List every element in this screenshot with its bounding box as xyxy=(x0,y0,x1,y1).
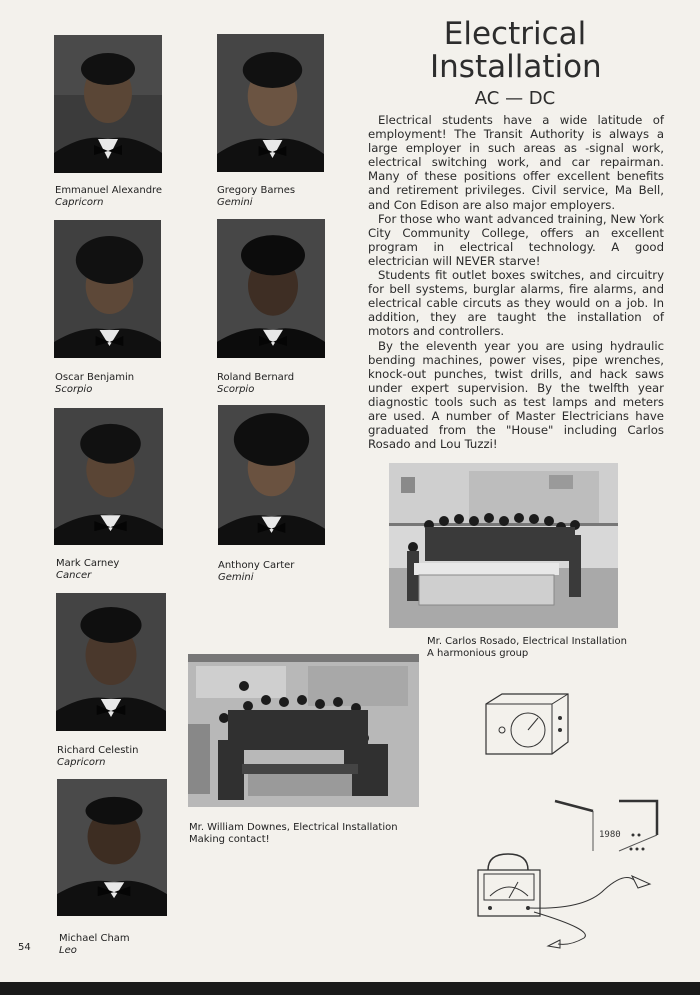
group-photo-downes-class xyxy=(188,654,419,807)
caption-emmanuel-alexandre: Emmanuel Alexandre Capricorn xyxy=(55,185,163,208)
paragraph: By the eleventh year you are using hydraulic bending machines, power vises, pipe wrenches, knock-out punches, twist drills, and hack saws under expert supervision. By the twelfth year diagnostic tools such as test lamps and meters are used. A number of Master Electricians have graduated from the "House" including Carlos Rosado and Lou Tuzzi! xyxy=(368,338,664,452)
caption-oscar-benjamin: Oscar Benjamin Scorpio xyxy=(55,372,135,395)
portrait-richard-celestin xyxy=(56,593,166,731)
caption-gregory-barnes: Gregory Barnes Gemini xyxy=(217,185,296,208)
portrait-mark-carney xyxy=(54,408,163,545)
portrait-anthony-carter xyxy=(218,405,325,545)
caption-michael-cham: Michael Cham Leo xyxy=(59,933,130,956)
portrait-gregory-barnes xyxy=(217,34,324,172)
caption-roland-bernard: Roland Bernard Scorpio xyxy=(217,372,295,395)
page-title: Electrical Installation xyxy=(430,16,602,85)
meter-display: 1980 xyxy=(599,830,621,840)
portrait-michael-cham xyxy=(57,779,167,916)
paragraph: Electrical students have a wide latitude of employment! The Transit Authority is always a large employer in such areas as -signal work, electrical switching work, and car repairman. Many of these positions offer excellent benefits and retirement privileges. Civil service, Ma Bell, and Con Edison are also major employers. xyxy=(368,113,664,212)
caption-mark-carney: Mark Carney Cancer xyxy=(56,558,120,581)
galvanometer-drawing xyxy=(482,690,572,758)
paragraph: Students fit outlet boxes switches, and circuitry for bell systems, burglar alarms, fire alarms, and electrical cable circuts as they would on a job. In addition, they are taught the installation of motors and controllers. xyxy=(368,268,664,339)
portrait-roland-bernard xyxy=(217,219,325,358)
group-photo-rosado-class xyxy=(389,463,618,628)
page-subtitle: AC — DC xyxy=(474,88,556,109)
article-body xyxy=(368,113,664,451)
group-caption-rosado: Mr. Carlos Rosado, Electrical Installation A harmonious group xyxy=(427,636,627,659)
portrait-oscar-benjamin xyxy=(54,220,161,358)
portrait-emmanuel-alexandre xyxy=(54,35,162,173)
bottom-border xyxy=(0,982,700,995)
caption-richard-celestin: Richard Celestin Capricorn xyxy=(57,745,139,768)
group-caption-downes: Mr. William Downes, Electrical Installation Making contact! xyxy=(189,822,398,845)
page-number: 54 xyxy=(18,942,31,953)
multimeter-drawing xyxy=(474,850,664,950)
caption-anthony-carter: Anthony Carter Gemini xyxy=(218,560,295,583)
paragraph: For those who want advanced training, New York City Community College, offers an excellent program in electrical technology. A good electrician will NEVER starve! xyxy=(368,211,664,268)
